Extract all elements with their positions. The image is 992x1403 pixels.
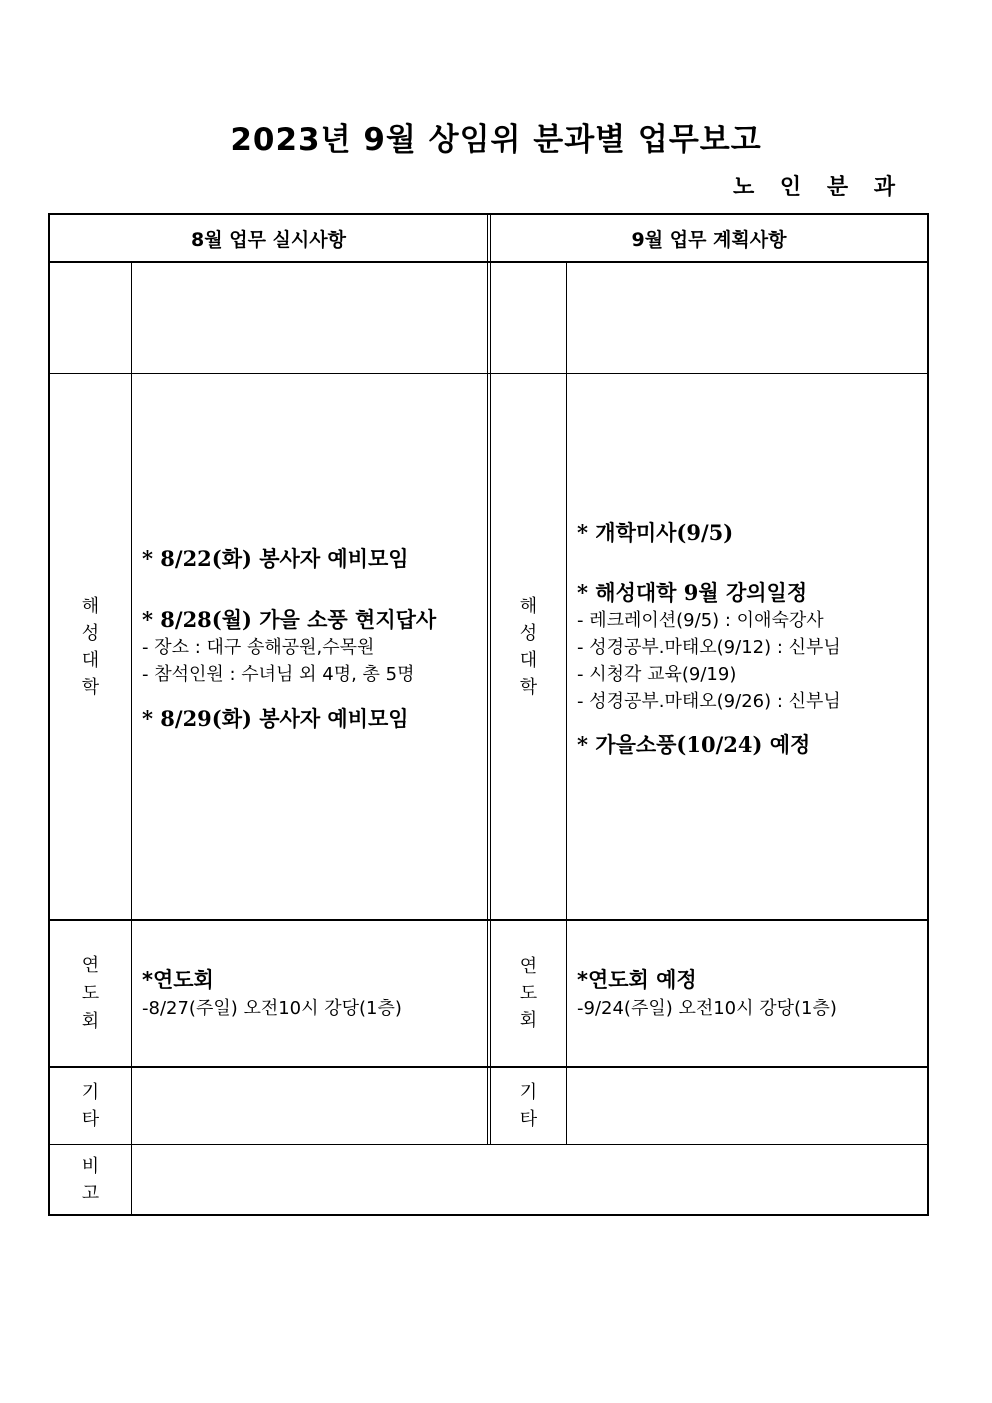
label-char: 회 (519, 1010, 538, 1031)
row-label-haesung-right (491, 374, 566, 919)
row-divider (49, 1066, 928, 1068)
label-char: 타 (81, 1109, 100, 1130)
august-yeondo-content (142, 966, 486, 1022)
label-char: 대 (81, 649, 100, 671)
august-yeondo-title: *연도회 (142, 968, 214, 992)
label-char: 고 (81, 1182, 100, 1204)
row-label-yeondo-left (50, 921, 131, 1066)
label-char: 해 (519, 595, 538, 617)
september-haesung-content (577, 518, 922, 759)
august-item-2-place: - 장소 : 대구 송해공원,수목원 (142, 637, 375, 658)
august-haesung-content (142, 544, 486, 733)
september-schedule-item: - 성경공부.마태오(9/12) : 신부님 (577, 637, 841, 658)
label-char: 성 (81, 622, 100, 644)
label-char: 도 (81, 982, 100, 1004)
august-item-2-attendees: - 참석인원 : 수녀님 외 4명, 총 5명 (142, 664, 415, 685)
august-item-2: * 8/28(월) 가을 소풍 현지답사 (142, 607, 437, 632)
september-yeondo-content (577, 966, 922, 1022)
label-char: 연 (519, 956, 538, 977)
label-char: 학 (519, 676, 538, 698)
row-label-yeondo-right (491, 921, 566, 1066)
september-item-3: * 가을소풍(10/24) 예정 (577, 732, 811, 757)
column-divider (487, 214, 488, 1145)
august-header: 8월 업무 실시사항 (191, 228, 346, 251)
label-column-divider (566, 262, 567, 1145)
label-char: 도 (519, 983, 538, 1004)
row-divider (49, 1144, 928, 1145)
label-char: 연 (81, 954, 100, 976)
september-yeondo-title: *연도회 예정 (577, 968, 697, 992)
label-char: 기 (519, 1082, 538, 1103)
row-label-gita-left (50, 1068, 131, 1144)
september-item-1: * 개학미사(9/5) (577, 520, 734, 545)
september-yeondo-detail: -9/24(주일) 오전10시 강당(1층) (577, 998, 837, 1019)
row-label-bigo (50, 1145, 131, 1214)
august-item-1: * 8/22(화) 봉사자 예비모임 (142, 546, 409, 571)
label-char: 비 (81, 1155, 100, 1177)
september-item-2: * 해성대학 9월 강의일정 (577, 580, 808, 605)
row-divider (49, 919, 928, 921)
september-schedule-item: - 시청각 교육(9/19) (577, 664, 737, 685)
row-label-gita-right (491, 1068, 566, 1144)
row-label-haesung-left (50, 374, 131, 919)
september-schedule-item: - 레크레이션(9/5) : 이애숙강사 (577, 610, 824, 631)
label-char: 회 (81, 1010, 100, 1032)
label-column-divider (131, 262, 132, 1215)
department-name: 노 인 분 과 (733, 175, 904, 200)
row-divider (49, 373, 928, 374)
label-char: 성 (519, 622, 538, 644)
label-char: 기 (81, 1082, 100, 1103)
page-title: 2023년 9월 상임위 분과별 업무보고 (230, 122, 762, 158)
september-schedule-item: - 성경공부.마태오(9/26) : 신부님 (577, 691, 841, 712)
label-char: 타 (519, 1109, 538, 1130)
august-item-3: * 8/29(화) 봉사자 예비모임 (142, 706, 409, 731)
august-yeondo-detail: -8/27(주일) 오전10시 강당(1층) (142, 998, 402, 1019)
september-header: 9월 업무 계획사항 (631, 228, 787, 251)
label-char: 해 (81, 595, 100, 617)
label-char: 대 (519, 649, 538, 671)
label-char: 학 (81, 676, 100, 698)
